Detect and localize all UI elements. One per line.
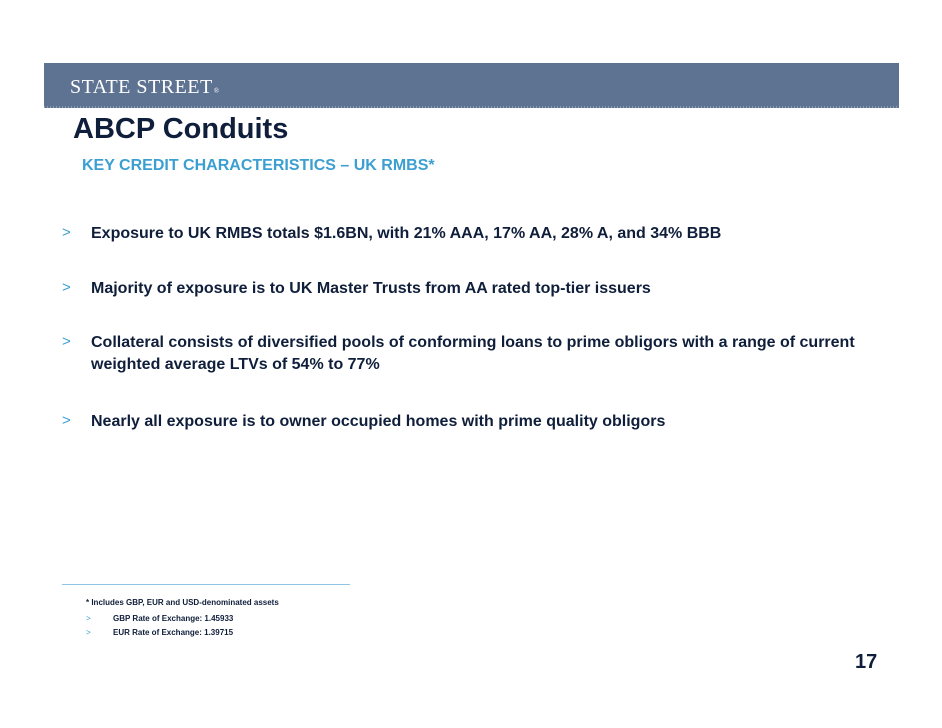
state-street-logo <box>70 76 220 99</box>
bullet-arrow-icon: > <box>62 333 71 350</box>
registered-mark: ® <box>213 87 220 95</box>
footnote-arrow-icon: > <box>86 628 91 637</box>
bullet-text: Exposure to UK RMBS totals $1.6BN, with 21% AAA, 17% AA, 28% A, and 34% BBB <box>91 225 722 242</box>
bullet-arrow-icon: > <box>62 279 71 296</box>
footnote-arrow-icon: > <box>86 614 91 623</box>
footnote-text: * Includes GBP, EUR and USD-denominated assets <box>86 598 279 607</box>
page-subtitle: KEY CREDIT CHARACTERISTICS – UK RMBS* <box>82 157 435 174</box>
page-title: ABCP Conduits <box>73 113 289 145</box>
bullet-text: Collateral consists of diversified pools of conforming loans to prime obligors with a range of current weighted average LTVs of 54% to 77% <box>91 334 855 373</box>
footnote-item <box>86 614 233 623</box>
header-bar <box>44 63 899 108</box>
footnote-item-text: EUR Rate of Exchange: 1.39715 <box>113 628 234 637</box>
logo-text: STATE STREET <box>70 76 213 98</box>
footnote-item-text: GBP Rate of Exchange: 1.45933 <box>113 614 234 623</box>
footnote-divider <box>62 584 350 585</box>
footnote-item <box>86 628 233 637</box>
bullet-arrow-icon: > <box>62 412 71 429</box>
bullet-text: Nearly all exposure is to owner occupied homes with prime quality obligors <box>91 413 666 430</box>
bullet-text: Majority of exposure is to UK Master Trusts from AA rated top-tier issuers <box>91 280 651 297</box>
page-number: 17 <box>855 651 878 673</box>
bullet-arrow-icon: > <box>62 224 71 241</box>
